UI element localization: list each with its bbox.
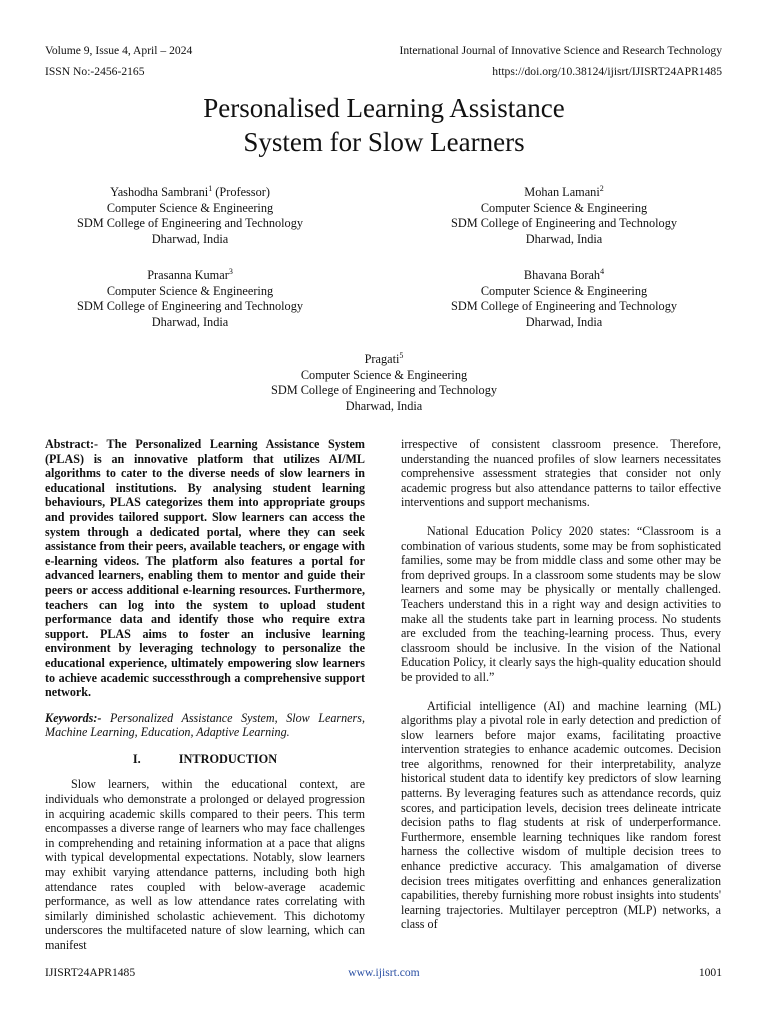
author-sup: 3 <box>228 266 233 276</box>
author-dept: Computer Science & Engineering <box>106 283 274 298</box>
author-block-5 <box>234 352 534 414</box>
left-column <box>45 437 365 953</box>
author-inst: SDM College of Engineering and Technology <box>450 216 678 230</box>
right-column <box>401 437 721 932</box>
author-dept: Computer Science & Engineering <box>106 200 274 215</box>
author-role: (Professor) <box>212 185 270 199</box>
author-inst: SDM College of Engineering and Technology <box>450 299 678 313</box>
author-name: Bhavana Borah <box>523 268 601 282</box>
author-inst: SDM College of Engineering and Technology <box>76 299 304 313</box>
section-title: INTRODUCTION <box>178 751 278 766</box>
author-sup: 2 <box>599 183 604 193</box>
author-name: Yashodha Sambrani <box>110 185 209 199</box>
paper-title <box>0 91 768 159</box>
footer-paper-id: IJISRT24APR1485 <box>45 966 136 979</box>
author-block-3 <box>40 268 340 330</box>
author-block-2 <box>414 185 714 247</box>
header-issn: ISSN No:-2456-2165 <box>45 65 145 78</box>
author-name: Prasanna Kumar <box>147 268 229 282</box>
author-loc: Dharwad, India <box>151 231 229 246</box>
intro-paragraph-1: Slow learners, within the educational context, are individuals who demonstrate a prolonged or delayed progression in acquiring academic skills compared to their peers. This term encompasses a diverse range of learners who may face challenges in comprehending and retaining information at a pace that aligns with typical developmental expectations. Notably, slow learners may exhibit varying attendance patterns, including both high attendance rates coupled with below-average academic performance, as well as low attendance rates correlating with similarly diminished scholastic achievement. This dichotomy underscores the multifaceted nature of slow learning, which can manifest <box>45 777 365 952</box>
header-doi-link[interactable]: https://doi.org/10.38124/ijisrt/IJISRT24APR1485 <box>492 65 722 78</box>
author-loc: Dharwad, India <box>525 314 603 329</box>
section-number: I. <box>132 751 141 766</box>
author-loc: Dharwad, India <box>151 314 229 329</box>
author-block-1 <box>40 185 340 247</box>
author-sup: 1 <box>208 183 213 193</box>
author-loc: Dharwad, India <box>525 231 603 246</box>
abstract: Abstract:- The Personalized Learning Assistance System (PLAS) is an innovative platform that utilizes AI/ML algorithms to cater to the diverse needs of slow learners in educational institutions. By analysing student learning behaviours, PLAS categorizes them into appropriate groups and provides tailored support. Slow learners can access the system through a dedicated portal, where they can seek assistance from their peers, available teachers, or engage with e-learning videos. The platform also features a portal for advanced learners, enabling them to mentor and guide their peers or access additional e-learning resources. Furthermore, teachers can log into the system to upload student performance data and identify those who require extra support. PLAS aims to foster an inclusive learning environment by leveraging technology to personalize the educational experience, ultimately empowering slow learners to achieve academic successthrough a comprehensive support network. <box>45 437 365 700</box>
section-heading <box>45 752 365 767</box>
title-line-1: Personalised Learning Assistance <box>203 93 565 123</box>
author-dept: Computer Science & Engineering <box>480 283 648 298</box>
author-dept: Computer Science & Engineering <box>480 200 648 215</box>
footer-page-number: 1001 <box>698 966 722 979</box>
header-journal: International Journal of Innovative Science and Research Technology <box>399 44 722 57</box>
author-inst: SDM College of Engineering and Technology <box>270 383 498 397</box>
author-name: Pragati <box>364 352 400 366</box>
author-dept: Computer Science & Engineering <box>300 367 468 382</box>
footer-website-text[interactable]: www.ijisrt.com <box>348 966 420 979</box>
keywords-label: Keywords:- <box>45 710 102 725</box>
author-block-4 <box>414 268 714 330</box>
title-line-2: System for Slow Learners <box>243 127 525 157</box>
nep-paragraph: National Education Policy 2020 states: “Classroom is a combination of various students, some may be from sophisticated families, some may be from middle class and some other may be from deprived groups. In a classroom some students may be slow learners and some may be physically or mentally challenged. Teachers understand this in a right way and design activities to make all the students take part in learning process. No students are excluded from the teaching-learning process. Thus, every classroom should be inclusive. In the vision of the National Education Policy, it clearly says the high-quality education should be provided to all.” <box>401 523 721 684</box>
ai-ml-paragraph: Artificial intelligence (AI) and machine learning (ML) algorithms play a pivotal role in early detection and prediction of slow learners before major exams, facilitating proactive intervention strategies to enhance academic outcomes. Decision tree algorithms, renowned for their interpretability, analyze historical student data to identify key predictors of slow learning patterns. By leveraging features such as attendance records, quiz scores, and participation levels, decision trees delineate intricate decision paths to flag students at risk of underperformance. Furthermore, ensemble learning techniques like random forest harness the collective wisdom of multiple decision trees to enhance predictive accuracy. This amalgamation of diverse decision trees mitigates overfitting and enhances generalization capabilities, thereby furnishing more robust insights into students' learning trajectories. Multilayer perceptron (MLP) networks, a class of <box>401 698 721 932</box>
author-loc: Dharwad, India <box>345 398 423 413</box>
author-inst: SDM College of Engineering and Technology <box>76 216 304 230</box>
footer-website-link <box>0 966 768 979</box>
keywords <box>45 711 365 740</box>
author-sup: 4 <box>600 266 605 276</box>
author-sup: 5 <box>399 350 404 360</box>
keywords-text: Personalized Assistance System, Slow Learners, Machine Learning, Education, Adaptive Learning. <box>45 710 365 740</box>
author-name: Mohan Lamani <box>524 185 600 199</box>
header-volume: Volume 9, Issue 4, April – 2024 <box>45 44 193 57</box>
intro-paragraph-continued: irrespective of consistent classroom presence. Therefore, understanding the nuanced profiles of slow learners necessitates comprehensive assessment strategies that consider not only academic progress but also attendance patterns to tailor effective interventions and support mechanisms. <box>401 437 721 510</box>
